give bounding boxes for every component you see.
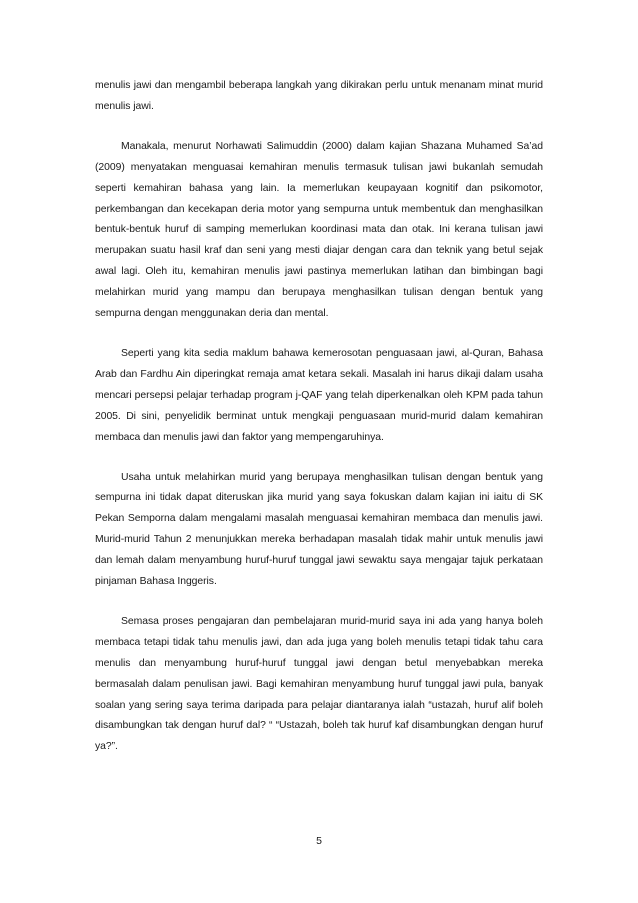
- paragraph-kemerosotan: Seperti yang kita sedia maklum bahawa kemerosotan penguasaan jawi, al-Quran, Bahasa Arab dan Fardhu Ain diperingkat remaja amat ketara sekali. Masalah ini harus dikaji dalam usaha mencari persepsi pelajar terhadap program j-QAF yang telah diperkenalkan oleh KPM pada tahun 2005. Di sini, penyelidik berminat untuk mengkaji penguasaan murid-murid dalam kemahiran membaca dan menulis jawi dan faktor yang mempengaruhinya.: [95, 347, 543, 443]
- paragraph-norhawati: Manakala, menurut Norhawati Salimuddin (2000) dalam kajian Shazana Muhamed Sa’ad (2009) menyatakan menguasai kemahiran menulis termasuk tulisan jawi bukanlah semudah seperti kemahiran bahasa yang lain. Ia memerlukan keupayaan kognitif dan psikomotor, perkembangan dan kecekapan deria motor yang sempurna untuk membentuk dan menghasilkan bentuk-bentuk huruf di samping memerlukan koordinasi mata dan otak. Ini kerana tulisan jawi merupakan suatu hasil kraf dan seni yang mesti diajar dengan cara dan teknik yang betul sejak awal lagi. Oleh itu, kemahiran menulis jawi pastinya memerlukan latihan dan bimbingan bagi melahirkan murid yang mampu dan berupaya menghasilkan tulisan dengan bentuk yang sempurna dengan menggunakan deria dan mental.: [95, 140, 543, 320]
- paragraph-usaha: Usaha untuk melahirkan murid yang berupaya menghasilkan tulisan dengan bentuk yang sempurna ini tidak dapat diteruskan jika murid yang saya fokuskan dalam kajian ini iaitu di SK Pekan Semporna dalam mengalami masalah menguasai kemahiran membaca dan menulis jawi. Murid-murid Tahun 2 menunjukkan mereka berhadapan masalah tidak mahir untuk menulis jawi dan lemah dalam menyambung huruf-huruf tunggal jawi sewaktu saya mengajar tajuk perkataan pinjaman Bahasa Inggeris.: [95, 471, 543, 588]
- paragraph-semasa: Semasa proses pengajaran dan pembelajaran murid-murid saya ini ada yang hanya boleh membaca tetapi tidak tahu menulis jawi, dan ada juga yang boleh menulis tetapi tidak tahu cara menulis dan menyambung huruf-huruf tunggal jawi dengan betul menyebabkan mereka bermasalah dalam penulisan jawi. Bagi kemahiran menyambung huruf tunggal jawi pula, banyak soalan yang sering saya terima daripada para pelajar diantaranya ialah “ustazah, huruf alif boleh disambungkan tak dengan huruf dal? “ “Ustazah, boleh tak huruf kaf disambungkan dengan huruf ya?”.: [95, 615, 543, 753]
- page-number: 5: [316, 835, 322, 847]
- paragraph-continuation: menulis jawi dan mengambil beberapa langkah yang dikirakan perlu untuk menanam minat murid menulis jawi.: [95, 80, 543, 112]
- document-page: [95, 76, 543, 777]
